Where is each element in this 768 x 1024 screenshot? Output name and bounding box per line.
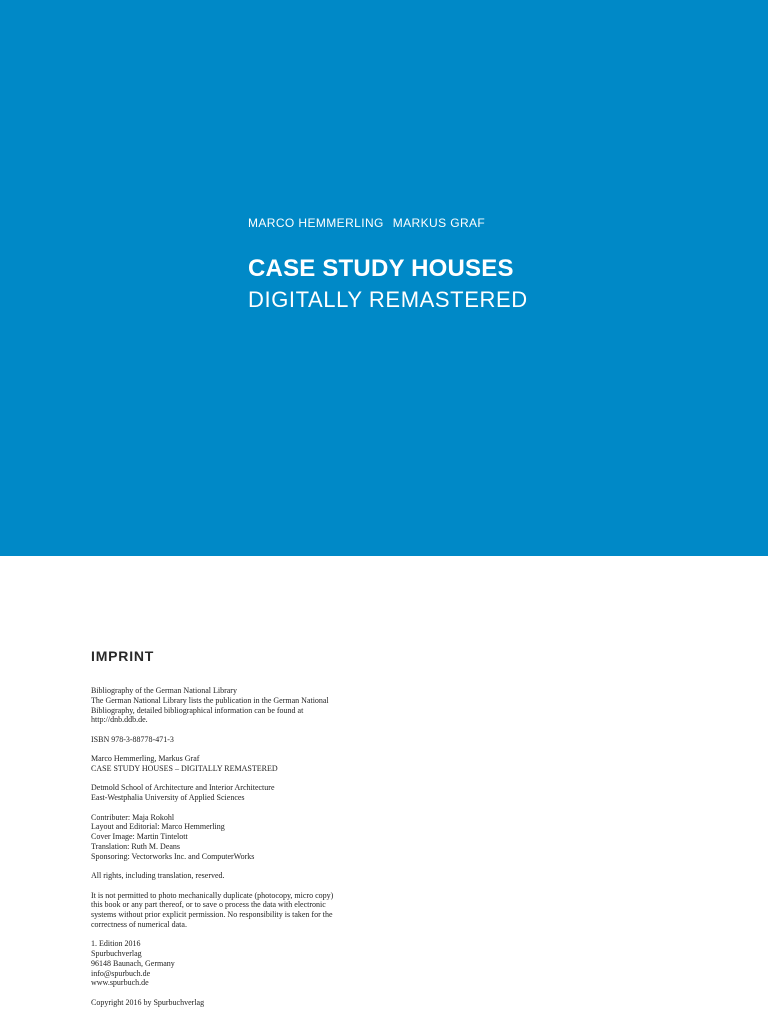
imprint-line: Spurbuchverlag: [91, 949, 142, 959]
book-subtitle: DIGITALLY REMASTERED: [248, 287, 528, 312]
imprint-line: Contributer: Maja Rokohl: [91, 812, 175, 822]
imprint-line: Layout and Editorial: Marco Hemmerling: [91, 822, 225, 832]
imprint-body: [91, 686, 381, 1017]
imprint-paragraph: [91, 735, 381, 745]
imprint-line: info@spurbuch.de: [91, 968, 151, 978]
imprint-line: ISBN 978-3-88778-471-3: [91, 734, 174, 744]
imprint-paragraph: [91, 686, 381, 725]
imprint-line: systems without prior explicit permission. No responsibility is taken for the: [91, 910, 333, 920]
imprint-line: All rights, including translation, reserved.: [91, 871, 225, 881]
imprint-heading: IMPRINT: [91, 648, 155, 664]
imprint-line: East-Westphalia University of Applied Sciences: [91, 793, 245, 803]
imprint-paragraph: [91, 891, 381, 930]
imprint-line: Sponsoring: Vectorworks Inc. and ComputerWorks: [91, 851, 255, 861]
imprint-line: Marco Hemmerling, Markus Graf: [91, 754, 200, 764]
authors-line: [248, 216, 485, 230]
author-name: MARKUS GRAF: [392, 216, 486, 230]
imprint-line: It is not permitted to photo mechanically duplicate (photocopy, micro copy): [91, 890, 334, 900]
imprint-line: this book or any part thereof, or to save o process the data with electronic: [91, 900, 326, 910]
imprint-line: Cover Image: Martin Tintelott: [91, 832, 188, 842]
imprint-line: The German National Library lists the publication in the German National: [91, 695, 329, 705]
imprint-line: CASE STUDY HOUSES – DIGITALLY REMASTERED: [91, 763, 278, 773]
author-name: MARCO HEMMERLING: [248, 216, 384, 230]
imprint-paragraph: [91, 998, 381, 1008]
imprint-paragraph: [91, 939, 381, 988]
imprint-line: correctness of numerical data.: [91, 919, 187, 929]
book-title: CASE STUDY HOUSES: [248, 255, 514, 282]
imprint-line: Copyright 2016 by Spurbuchverlag: [91, 997, 205, 1007]
imprint-line: Bibliography of the German National Library: [91, 686, 237, 695]
imprint-line: Detmold School of Architecture and Interior Architecture: [91, 783, 275, 793]
imprint-line: 1. Edition 2016: [91, 939, 141, 949]
imprint-paragraph: [91, 871, 381, 881]
imprint-line: Bibliography, detailed bibliographical information can be found at: [91, 705, 304, 715]
imprint-line: http://dnb.ddb.de.: [91, 715, 148, 725]
imprint-line: 96148 Baunach, Germany: [91, 958, 175, 968]
imprint-line: Translation: Ruth M. Deans: [91, 841, 181, 851]
imprint-paragraph: [91, 813, 381, 862]
imprint-paragraph: [91, 783, 381, 803]
imprint-line: www.spurbuch.de: [91, 978, 149, 988]
imprint-paragraph: [91, 754, 381, 774]
